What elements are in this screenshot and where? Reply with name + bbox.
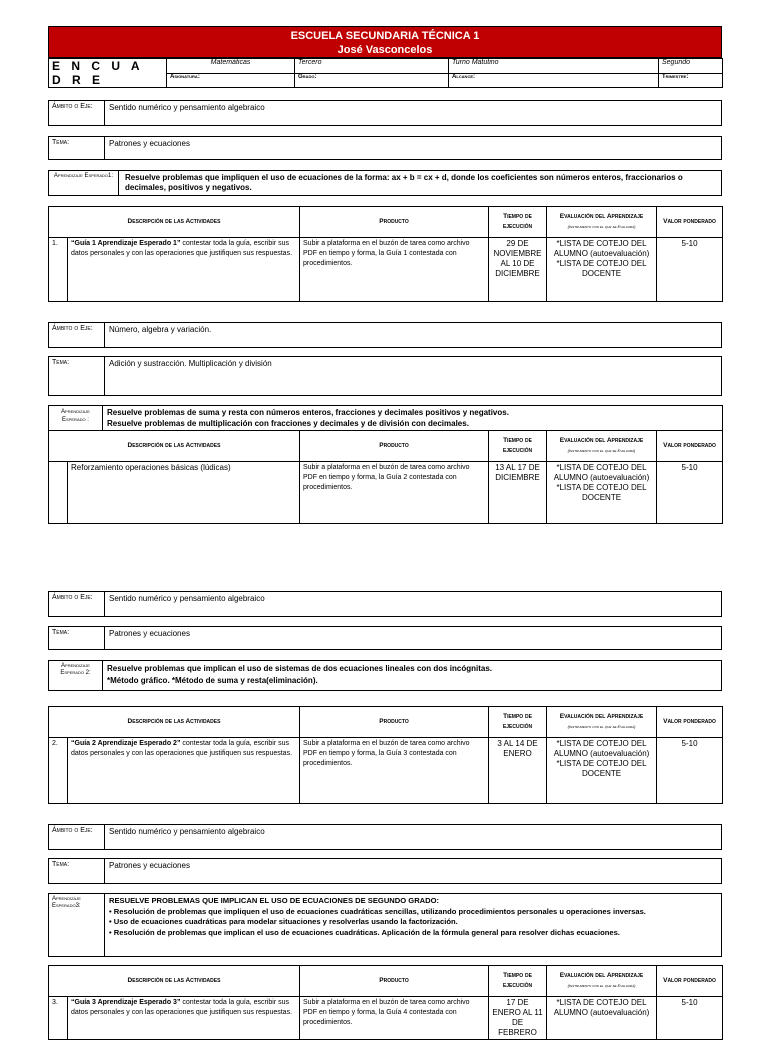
col-valor: Valor ponderado	[657, 707, 723, 738]
col-tiempo: Tiempo de ejecución	[489, 207, 547, 238]
encuadre-label: E N C U A D R E	[49, 59, 167, 88]
alcance-value: Turno Matutino	[449, 59, 659, 74]
trimestre-value: Segundo	[659, 59, 723, 74]
activities-table-3	[48, 706, 723, 804]
row-valor: 5-10	[657, 738, 723, 804]
table-row	[49, 462, 723, 524]
col-prod: Producto	[300, 966, 489, 997]
asignatura-value: Matemáticas	[167, 59, 295, 74]
tema-box-1	[48, 136, 722, 160]
tema-value: Patrones y ecuaciones	[109, 139, 190, 148]
col-eval: Evaluación del Aprendizaje (Instrumento con el que se Evaluará)	[547, 707, 657, 738]
table-row	[49, 238, 723, 302]
table-row	[49, 738, 723, 804]
col-valor: Valor ponderado	[657, 207, 723, 238]
row-producto: Subir a plataforma en el buzón de tarea como archivo PDF en tiempo y forma, la Guía 2 contestada con procedimientos.	[300, 462, 489, 524]
ambito-box-2	[48, 322, 722, 348]
aprendizaje-value: RESUELVE PROBLEMAS QUE IMPLICAN EL USO DE ECUACIONES DE SEGUNDO GRADO: • Resolución de problemas que impliquen el uso de ecuaciones cuadráticas sencillas, utilizando procedimientos personales u operaciones inversas. • Uso de ecuaciones cuadráticas para modelar situaciones y resolverlas usando la factorización. • Resolución de problemas que implican el uso de ecuaciones cuadráticas. Aplicación de la fórmula general para resolver dichas ecuaciones.	[109, 896, 646, 937]
col-prod: Producto	[300, 707, 489, 738]
tema-label: Tema:	[49, 627, 105, 649]
col-eval: Evaluación del Aprendizaje (Instrumento con el que se Evaluará)	[547, 431, 657, 462]
aprendizaje-label: Aprendizaje Esperado :	[49, 406, 103, 430]
aprendizaje-value: Resuelve problemas de suma y resta con números enteros, fracciones y decimales positivos y negativos. Resuelve problemas de multiplicación con fracciones y decimales y de división con decimales.	[107, 408, 509, 428]
grado-label: Grado:	[295, 73, 449, 88]
ambito-value: Sentido numérico y pensamiento algebraico	[109, 594, 265, 603]
aprendizaje-label: Aprendizaje Esperado1:	[49, 171, 119, 195]
row-valor: 5-10	[657, 462, 723, 524]
aprendizaje-label: Aprendizaje Esperado3:	[49, 894, 105, 956]
row-producto: Subir a plataforma en el buzón de tarea como archivo PDF en tiempo y forma, la Guía 3 contestada con procedimientos.	[300, 738, 489, 804]
aprendizaje-box-4	[48, 893, 722, 957]
row-eval: *LISTA DE COTEJO DEL ALUMNO (autoevaluación) *LISTA DE COTEJO DEL DOCENTE	[547, 238, 657, 302]
col-tiempo: Tiempo de ejecución	[489, 431, 547, 462]
ambito-label: Ámbito o Eje:	[49, 323, 105, 347]
ambito-label: Ámbito o Eje:	[49, 825, 105, 849]
encuadre-table	[48, 58, 723, 88]
col-desc: Descripción de las Actividades	[49, 207, 300, 238]
bullet-item: • Uso de ecuaciones cuadráticas para modelar situaciones y resolverlas usando la factorización.	[109, 917, 458, 926]
tema-box-2	[48, 356, 722, 396]
grado-value: Tercero	[295, 59, 449, 74]
col-eval: Evaluación del Aprendizaje (Instrumento con el que se Evaluará)	[547, 207, 657, 238]
row-desc: “Guía 1 Aprendizaje Esperado 1” contestar toda la guía, escribir sus datos personales y con las operaciones que justifiquen sus respuestas.	[68, 238, 300, 302]
aprendizaje-box-3	[48, 660, 722, 691]
ambito-box-1	[48, 100, 722, 126]
table-row	[49, 997, 723, 1040]
row-desc: “Guía 2 Aprendizaje Esperado 2” contestar toda la guía, escribir sus datos personales y con las operaciones que justifiquen sus respuestas.	[68, 738, 300, 804]
ambito-box-3	[48, 591, 722, 617]
school-name: ESCUELA SECUNDARIA TÉCNICA 1	[290, 30, 480, 42]
school-header	[48, 26, 722, 58]
tema-value: Patrones y ecuaciones	[109, 629, 190, 638]
aprendizaje-value: Resuelve problemas que impliquen el uso de ecuaciones de la forma: ax + b = cx + d, donde los coeficientes son números enteros, fraccionarios o decimales, positivos y negativos.	[125, 173, 683, 192]
row-num: 2.	[49, 738, 68, 804]
asignatura-label: Asignatura:	[167, 73, 295, 88]
col-desc: Descripción de las Actividades	[49, 966, 300, 997]
row-tiempo: 29 DE NOVIEMBRE AL 10 DE DICIEMBRE	[489, 238, 547, 302]
tema-box-3	[48, 626, 722, 650]
row-producto: Subir a plataforma en el buzón de tarea como archivo PDF en tiempo y forma, la Guía 1 contestada con procedimientos.	[300, 238, 489, 302]
aprendizaje-box-1	[48, 170, 722, 196]
tema-value: Patrones y ecuaciones	[109, 861, 190, 870]
ambito-value: Número, algebra y variación.	[109, 325, 212, 334]
trimestre-label: Trimestre:	[659, 73, 723, 88]
row-eval: *LISTA DE COTEJO DEL ALUMNO (autoevaluación) *LISTA DE COTEJO DEL DOCENTE	[547, 462, 657, 524]
row-valor: 5-10	[657, 238, 723, 302]
col-desc: Descripción de las Actividades	[49, 707, 300, 738]
row-num: 1.	[49, 238, 68, 302]
row-tiempo: 17 DE ENERO AL 11 DE FEBRERO	[489, 997, 547, 1040]
col-tiempo: Tiempo de ejecución	[489, 707, 547, 738]
activities-table-2	[48, 405, 723, 524]
bullet-item: • Resolución de problemas que implican el uso de ecuaciones cuadráticas. Aplicación de la fórmula general para resolver dichas ecuaciones.	[109, 927, 620, 937]
ambito-label: Ámbito o Eje:	[49, 101, 105, 125]
row-tiempo: 3 AL 14 DE ENERO	[489, 738, 547, 804]
row-desc: Reforzamiento operaciones básicas (lúdicas)	[68, 462, 300, 524]
col-prod: Producto	[300, 207, 489, 238]
aprendizaje-value: Resuelve problemas que implican el uso de sistemas de dos ecuaciones lineales con dos incógnitas. *Método gráfico. *Método de suma y resta(eliminación).	[107, 664, 493, 685]
col-desc: Descripción de las Actividades	[49, 431, 300, 462]
row-desc: “Guía 3 Aprendizaje Esperado 3” contestar toda la guía, escribir sus datos personales y con las operaciones que justifiquen sus respuestas.	[68, 997, 300, 1040]
row-eval: *LISTA DE COTEJO DEL ALUMNO (autoevaluación) *LISTA DE COTEJO DEL DOCENTE	[547, 738, 657, 804]
tema-label: Tema:	[49, 137, 105, 159]
row-tiempo: 13 AL 17 DE DICIEMBRE	[489, 462, 547, 524]
ambito-label: Ámbito o Eje:	[49, 592, 105, 616]
tema-label: Tema:	[49, 357, 105, 395]
aprendizaje-label: Aprendizaje Esperado 2:	[49, 661, 103, 690]
col-valor: Valor ponderado	[657, 431, 723, 462]
col-prod: Producto	[300, 431, 489, 462]
tema-box-4	[48, 858, 722, 884]
school-subtitle: José Vasconcelos	[337, 44, 433, 56]
row-eval: *LISTA DE COTEJO DEL ALUMNO (autoevaluación)	[547, 997, 657, 1040]
alcance-label: Alcance:	[449, 73, 659, 88]
tema-label: Tema:	[49, 859, 105, 883]
activities-table-4	[48, 965, 723, 1040]
row-producto: Subir a plataforma en el buzón de tarea como archivo PDF en tiempo y forma, la Guía 4 contestada con procedimientos.	[300, 997, 489, 1040]
ambito-value: Sentido numérico y pensamiento algebraico	[109, 103, 265, 112]
ambito-box-4	[48, 824, 722, 850]
row-num: 3.	[49, 997, 68, 1040]
bullet-item: • Resolución de problemas que impliquen el uso de ecuaciones cuadráticas sencillas, utilizando procedimientos personales u operaciones inversas.	[109, 906, 646, 916]
col-tiempo: Tiempo de ejecución	[489, 966, 547, 997]
tema-value: Adición y sustracción. Multiplicación y división	[109, 359, 272, 368]
col-eval: Evaluación del Aprendizaje (Instrumento con el que se Evaluará)	[547, 966, 657, 997]
row-num	[49, 462, 68, 524]
ambito-value: Sentido numérico y pensamiento algebraico	[109, 827, 265, 836]
row-valor: 5-10	[657, 997, 723, 1040]
activities-table-1	[48, 206, 723, 302]
col-valor: Valor ponderado	[657, 966, 723, 997]
